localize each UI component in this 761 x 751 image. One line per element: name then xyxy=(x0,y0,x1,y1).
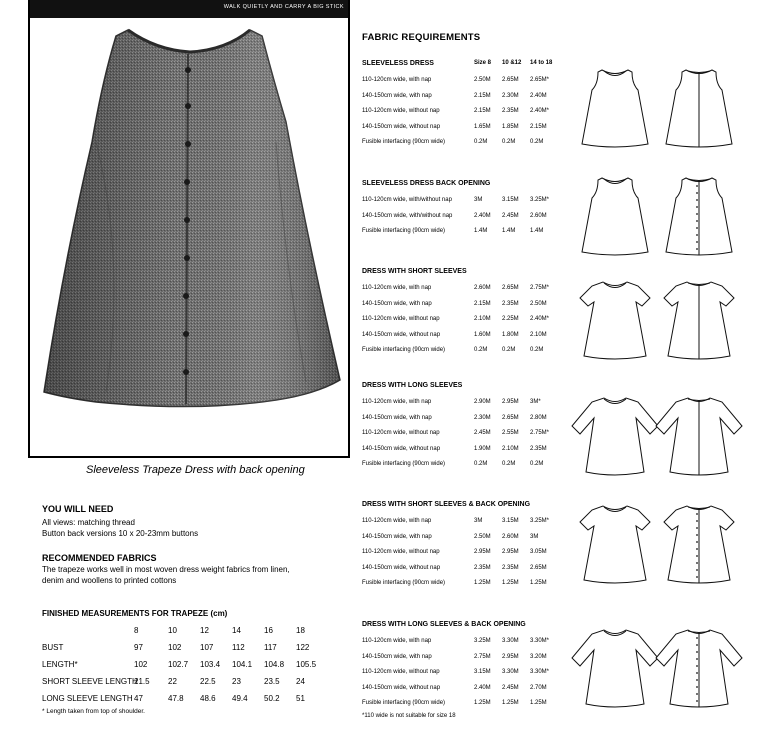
fabric-row-value: 1.25M xyxy=(530,580,547,586)
measurement-size-header: 12 xyxy=(200,626,209,635)
you-will-need-title: YOU WILL NEED xyxy=(42,504,114,514)
fabric-row-label: 110-120cm wide, with nap xyxy=(362,77,432,83)
photo-top-band xyxy=(30,0,348,18)
short-sleeve-front-sketch xyxy=(570,500,660,586)
fabric-row-value: 2.65M xyxy=(530,564,547,571)
fabric-row-label: 140-150cm wide, with nap xyxy=(362,653,432,660)
short-sleeve-front-sketch xyxy=(570,276,660,362)
measurement-cell: 48.6 xyxy=(200,694,216,703)
fabric-row-value: 2.45M xyxy=(502,684,519,691)
fabric-row-value: 1.25M xyxy=(502,580,519,586)
fabric-row-label: Fusible interfacing (90cm wide) xyxy=(362,700,446,706)
fabric-row-value: 2.75M* xyxy=(530,285,550,291)
fabric-row-value: 2.75M xyxy=(474,653,491,660)
fabric-row-label: 140-150cm wide, without nap xyxy=(362,123,441,130)
fabric-row-value: 2.30M xyxy=(502,92,519,99)
fabric-row-label: 110-120cm wide, without nap xyxy=(362,430,440,436)
measurement-cell: 102.7 xyxy=(168,660,189,669)
fabric-size-header: Size 8 xyxy=(474,60,492,66)
fabric-row-label: 140-150cm wide, with nap xyxy=(362,414,432,421)
fabric-row-label: 110-120cm wide, without nap xyxy=(362,669,440,675)
recommended-fabrics-line: denim and woollens to printed cottons xyxy=(42,576,177,585)
fabric-row-value: 1.4M xyxy=(502,228,516,234)
recommended-fabrics-title: RECOMMENDED FABRICS xyxy=(42,553,157,563)
measurement-cell: 22 xyxy=(168,677,177,686)
fabric-row-label: 110-120cm wide, without nap xyxy=(362,549,440,555)
fabric-row-value: 2.60M xyxy=(474,285,491,291)
photo-caption: Sleeveless Trapeze Dress with back opening xyxy=(86,464,305,476)
fabric-row-label: 140-150cm wide, without nap xyxy=(362,564,441,571)
fabric-row-value: 3.25M* xyxy=(530,518,550,524)
measurement-cell: 97 xyxy=(134,643,143,652)
fabric-row-value: 3.05M xyxy=(530,549,547,555)
fabric-row-value: 2.65M xyxy=(502,77,519,83)
sleeveless-front-sketch xyxy=(570,64,660,150)
fabric-row-value: 0.2M xyxy=(530,139,544,145)
measurement-size-header: 8 xyxy=(134,626,139,635)
measurement-cell: 21.5 xyxy=(134,677,150,686)
fabric-row-value: 3.25M* xyxy=(530,197,550,203)
measurement-row-label: LONG SLEEVE LENGTH xyxy=(42,694,133,703)
measurement-cell: 102 xyxy=(168,643,182,652)
tagline: WALK QUIETLY AND CARRY A BIG STICK xyxy=(223,4,344,10)
long-sleeve-back-opening-sketch xyxy=(654,624,744,710)
fabric-row-value: 2.30M xyxy=(474,414,491,421)
fabric-row-label: Fusible interfacing (90cm wide) xyxy=(362,228,446,234)
sleeveless-back-opening-sketch xyxy=(654,172,744,258)
fabric-row-value: 2.15M xyxy=(530,123,547,130)
fabric-row-value: 1.60M xyxy=(474,331,491,338)
fabric-row-value: 2.35M xyxy=(474,564,491,571)
fabric-row-value: 2.95M xyxy=(502,653,519,660)
measurement-cell: 107 xyxy=(200,643,214,652)
fabric-row-label: 110-120cm wide, with nap xyxy=(362,399,432,405)
measurement-row-label: BUST xyxy=(42,643,64,652)
measurement-cell: 51 xyxy=(296,694,305,703)
fabric-row-label: 110-120cm wide, with/without nap xyxy=(362,197,452,203)
fabric-row-value: 2.15M xyxy=(474,92,491,99)
measurement-cell: 22.5 xyxy=(200,677,216,686)
fabric-row-value: 3.15M xyxy=(502,197,519,203)
fabric-row-label: 110-120cm wide, with nap xyxy=(362,638,432,644)
fabric-row-label: 110-120cm wide, with nap xyxy=(362,518,432,524)
measurement-cell: 103.4 xyxy=(200,660,221,669)
dress-photo xyxy=(36,22,344,452)
fabric-row-value: 1.25M xyxy=(474,580,491,586)
fabric-row-value: 2.50M xyxy=(530,300,547,307)
fabric-row-value: 2.10M xyxy=(474,316,491,322)
fabric-row-value: 1.4M xyxy=(474,228,488,234)
fabric-row-value: 2.65M xyxy=(502,414,519,421)
fabric-row-value: 2.95M xyxy=(502,549,519,555)
fabric-row-label: 110-120cm wide, without nap xyxy=(362,108,440,114)
fabric-size-header: 10 &12 xyxy=(502,60,522,66)
fabric-section-title: SLEEVELESS DRESS BACK OPENING xyxy=(362,180,491,187)
fabric-row-label: 110-120cm wide, without nap xyxy=(362,316,440,322)
short-sleeve-back-opening-sketch xyxy=(654,500,744,586)
fabric-requirements-title: FABRIC REQUIREMENTS xyxy=(362,32,481,43)
fabric-row-label: 140-150cm wide, without nap xyxy=(362,331,441,338)
measurement-cell: 23 xyxy=(232,677,241,686)
measurement-size-header: 18 xyxy=(296,626,305,635)
you-will-need-line: Button back versions 10 x 20-23mm buttons xyxy=(42,529,199,538)
long-sleeve-front-sketch xyxy=(570,392,660,478)
fabric-row-label: 140-150cm wide, without nap xyxy=(362,684,441,691)
fabric-row-label: Fusible interfacing (90cm wide) xyxy=(362,347,446,353)
measurement-cell: 105.5 xyxy=(296,660,317,669)
fabric-size-header: 14 to 18 xyxy=(530,60,553,66)
fabric-row-value: 3.15M xyxy=(502,518,519,524)
dress-photo-frame xyxy=(28,0,350,458)
fabric-row-label: 140-150cm wide, without nap xyxy=(362,445,441,452)
measurement-cell: 117 xyxy=(264,643,277,652)
fabric-row-value: 2.55M xyxy=(502,430,519,436)
fabric-row-value: 2.40M* xyxy=(530,316,550,322)
measurements-note: * Length taken from top of shoulder. xyxy=(42,708,145,715)
fabric-row-value: 3.25M xyxy=(474,638,491,644)
fabric-row-value: 2.40M xyxy=(474,212,491,219)
fabric-row-value: 3.30M xyxy=(502,669,519,675)
fabric-row-value: 3M xyxy=(474,197,483,203)
sleeveless-back-sketch xyxy=(654,64,744,150)
measurement-cell: 47.8 xyxy=(168,694,184,703)
fabric-row-value: 1.85M xyxy=(502,123,519,130)
fabric-row-value: 2.35M xyxy=(502,300,519,307)
fabric-row-value: 2.95M xyxy=(474,549,491,555)
measurement-cell: 49.4 xyxy=(232,694,248,703)
fabric-row-value: 2.90M xyxy=(474,399,491,405)
fabric-row-value: 2.15M xyxy=(474,108,491,114)
fabric-row-value: 3M xyxy=(530,533,539,540)
short-sleeve-back-sketch xyxy=(654,276,744,362)
fabric-row-value: 3.15M xyxy=(474,669,491,675)
fabric-row-label: Fusible interfacing (90cm wide) xyxy=(362,580,446,586)
measurement-cell: 50.2 xyxy=(264,694,280,703)
fabric-row-value: 2.10M xyxy=(530,331,547,338)
measurement-cell: 104.1 xyxy=(232,660,253,669)
fabric-section-title: DRESS WITH LONG SLEEVES & BACK OPENING xyxy=(362,621,526,628)
fabric-row-value: 0.2M xyxy=(474,461,488,467)
fabric-footnote: *110 wide is not suitable for size 18 xyxy=(362,713,456,719)
fabric-row-value: 2.60M xyxy=(502,533,519,540)
fabric-row-label: 140-150cm wide, with nap xyxy=(362,300,432,307)
measurement-row-label: LENGTH* xyxy=(42,660,78,669)
fabric-row-value: 2.10M xyxy=(502,445,519,452)
fabric-row-value: 2.50M xyxy=(474,77,491,83)
fabric-section-title: SLEEVELESS DRESS xyxy=(362,60,434,67)
fabric-row-label: 140-150cm wide, with nap xyxy=(362,92,432,99)
fabric-row-value: 0.2M xyxy=(502,461,516,467)
fabric-row-value: 2.40M xyxy=(530,92,547,99)
fabric-row-label: 140-150cm wide, with/without nap xyxy=(362,212,453,219)
fabric-row-value: 1.80M xyxy=(502,331,519,338)
fabric-row-label: Fusible interfacing (90cm wide) xyxy=(362,461,446,467)
fabric-section-title: DRESS WITH SHORT SLEEVES xyxy=(362,268,467,275)
fabric-row-value: 2.65M* xyxy=(530,77,550,83)
long-sleeve-back-sketch xyxy=(654,392,744,478)
fabric-row-value: 2.95M xyxy=(502,399,519,405)
measurement-row-label: SHORT SLEEVE LENGTH xyxy=(42,677,138,686)
fabric-row-value: 2.25M xyxy=(502,316,519,322)
fabric-row-value: 3.30M xyxy=(502,638,519,644)
fabric-row-value: 1.4M xyxy=(530,228,544,234)
measurements-title: FINISHED MEASUREMENTS FOR TRAPEZE (cm) xyxy=(42,609,228,618)
fabric-row-value: 2.70M xyxy=(530,684,547,691)
fabric-row-value: 2.80M xyxy=(530,414,547,421)
fabric-row-value: 0.2M xyxy=(502,347,516,353)
fabric-row-label: 110-120cm wide, with nap xyxy=(362,285,432,291)
measurement-size-header: 10 xyxy=(168,626,177,635)
fabric-row-value: 2.45M xyxy=(474,430,491,436)
measurement-cell: 23.5 xyxy=(264,677,280,686)
you-will-need-line: All views: matching thread xyxy=(42,518,135,527)
measurement-cell: 104.8 xyxy=(264,660,285,669)
fabric-row-label: 140-150cm wide, with nap xyxy=(362,533,432,540)
fabric-row-value: 2.35M xyxy=(502,564,519,571)
fabric-row-value: 0.2M xyxy=(502,139,516,145)
fabric-row-value: 1.25M xyxy=(502,700,519,706)
fabric-row-value: 2.60M xyxy=(530,212,547,219)
measurement-cell: 122 xyxy=(296,643,310,652)
fabric-row-value: 2.50M xyxy=(474,533,491,540)
measurement-cell: 24 xyxy=(296,677,305,686)
fabric-row-value: 1.25M xyxy=(474,700,491,706)
fabric-row-value: 0.2M xyxy=(474,139,488,145)
fabric-section-title: DRESS WITH SHORT SLEEVES & BACK OPENING xyxy=(362,501,531,508)
measurement-size-header: 14 xyxy=(232,626,241,635)
fabric-row-value: 3M* xyxy=(530,399,541,405)
long-sleeve-front-sketch xyxy=(570,624,660,710)
sleeveless-front-sketch xyxy=(570,172,660,258)
fabric-row-value: 3.30M* xyxy=(530,638,550,644)
fabric-row-value: 0.2M xyxy=(474,347,488,353)
fabric-row-value: 2.65M xyxy=(502,285,519,291)
measurement-cell: 102 xyxy=(134,660,148,669)
measurement-cell: 112 xyxy=(232,643,245,652)
recommended-fabrics-line: The trapeze works well in most woven dress weight fabrics from linen, xyxy=(42,565,290,574)
fabric-section-title: DRESS WITH LONG SLEEVES xyxy=(362,382,463,389)
fabric-row-value: 2.40M xyxy=(474,684,491,691)
fabric-row-label: Fusible interfacing (90cm wide) xyxy=(362,139,446,145)
fabric-row-value: 2.35M xyxy=(502,108,519,114)
fabric-row-value: 1.25M xyxy=(530,700,547,706)
fabric-row-value: 2.35M xyxy=(530,445,547,452)
fabric-row-value: 0.2M xyxy=(530,347,544,353)
fabric-row-value: 2.15M xyxy=(474,300,491,307)
measurement-cell: 47 xyxy=(134,694,143,703)
measurement-size-header: 16 xyxy=(264,626,273,635)
fabric-row-value: 3M xyxy=(474,518,483,524)
fabric-row-value: 3.20M xyxy=(530,653,547,660)
fabric-row-value: 2.75M* xyxy=(530,430,550,436)
fabric-row-value: 0.2M xyxy=(530,461,544,467)
fabric-row-value: 1.90M xyxy=(474,445,491,452)
fabric-row-value: 2.40M* xyxy=(530,108,550,114)
fabric-row-value: 3.30M* xyxy=(530,669,550,675)
fabric-row-value: 2.45M xyxy=(502,212,519,219)
fabric-row-value: 1.65M xyxy=(474,123,491,130)
